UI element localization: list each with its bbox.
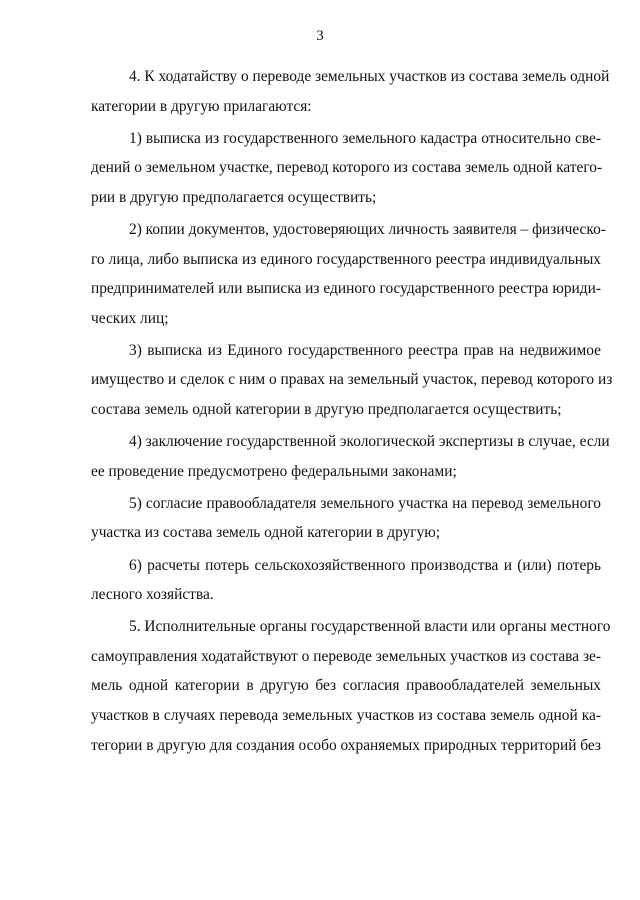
paragraph [91,612,611,760]
text-line: 2) копии документов, удостоверяющих личность заявителя – физическо- [129,220,606,238]
text-line: участков в случаях перевода земельных участков из состава земель одной ка- [91,706,601,724]
text-line: ческих лиц; [91,309,169,327]
text-line: имущество и сделок с ним о правах на земельный участок, перевод которого из [91,371,613,389]
text-line: мель одной категории в другую без согласия правообладателей земельных [91,677,601,695]
text-line: тегории в другую для создания особо охраняемых природных территорий без [91,736,602,754]
paragraph [91,427,610,486]
text-line: 5) согласие правообладателя земельного участка на перевод земельного [129,494,601,512]
text-line: 3) выписка из Единого государственного реестра прав на недвижимое [129,341,601,359]
text-line: категории в другую прилагаются: [91,97,312,115]
paragraph [91,215,606,333]
text-line: 4) заключение государственной экологической экспертизы в случае, если [129,433,610,451]
paragraph [91,336,613,425]
paragraph [91,489,601,548]
paragraph [91,124,601,213]
paragraph [91,551,601,610]
text-line: самоуправления ходатайствуют о переводе земельных участков из состава зе- [91,647,601,665]
text-line: рии в другую предполагается осуществить; [91,188,377,206]
text-line: 5. Исполнительные органы государственной власти или органы местного [129,618,611,636]
text-line: состава земель одной категории в другую предполагается осуществить; [91,401,562,419]
document-body [91,62,613,763]
text-line: 1) выписка из государственного земельного кадастра относительно све- [129,129,601,147]
text-line: го лица, либо выписка из единого государственного реестра индивидуальных [91,250,601,268]
page-number: 3 [316,28,324,44]
text-line: дений о земельном участке, перевод которого из состава земель одной катего- [91,159,603,177]
text-line: 4. К ходатайству о переводе земельных участков из состава земель одной [129,68,610,85]
text-line: предпринимателей или выписка из единого государственного реестра юриди- [91,280,601,298]
text-line: участка из состава земель одной категории в другую; [91,524,441,542]
paragraph [91,62,610,121]
text-line: 6) расчеты потерь сельскохозяйственного производства и (или) потерь [129,556,601,574]
text-line: ее проведение предусмотрено федеральными законами; [91,462,457,480]
text-line: лесного хозяйства. [91,586,214,604]
